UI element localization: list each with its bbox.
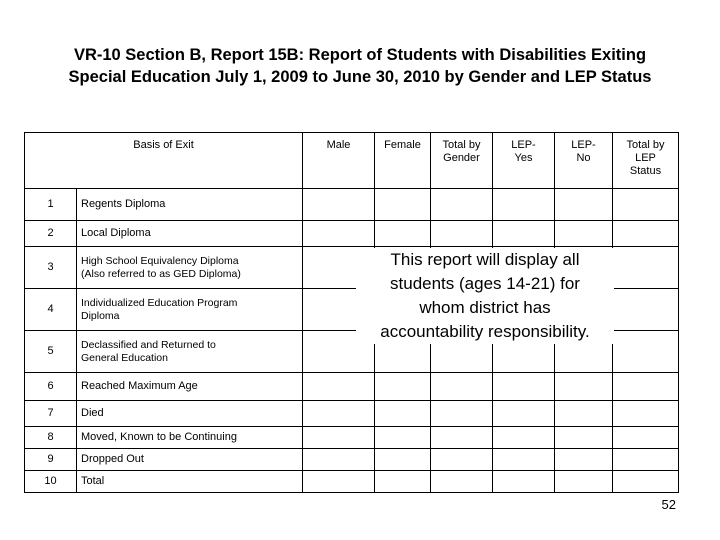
male-cell <box>303 373 375 401</box>
row-label: Individualized Education Program Diploma <box>77 289 303 331</box>
note-line-2: students (ages 14-21) for <box>390 274 580 293</box>
table-row <box>25 189 679 221</box>
table-row <box>25 449 679 471</box>
male-cell <box>303 449 375 471</box>
lep-yes-cell <box>493 401 555 427</box>
row-number: 6 <box>25 373 77 401</box>
total-gender-cell <box>431 221 493 247</box>
header-female: Female <box>375 133 431 189</box>
lep-yes-cell <box>493 449 555 471</box>
row-label: Dropped Out <box>77 449 303 471</box>
page-number: 52 <box>661 497 676 512</box>
lep-no-cell <box>555 449 613 471</box>
total-lep-cell <box>613 247 679 289</box>
row-label: High School Equivalency Diploma (Also referred to as GED Diploma) <box>77 247 303 289</box>
lep-no-cell <box>555 373 613 401</box>
row-number: 8 <box>25 427 77 449</box>
report-title <box>20 44 700 88</box>
lep-yes-cell <box>493 427 555 449</box>
total-gender-cell <box>431 449 493 471</box>
row-number: 3 <box>25 247 77 289</box>
male-cell <box>303 427 375 449</box>
male-cell <box>303 401 375 427</box>
row-label: Reached Maximum Age <box>77 373 303 401</box>
table-row <box>25 401 679 427</box>
lep-yes-cell <box>493 471 555 493</box>
total-lep-cell <box>613 221 679 247</box>
total-gender-cell <box>431 373 493 401</box>
female-cell <box>375 427 431 449</box>
male-cell <box>303 471 375 493</box>
row-number: 4 <box>25 289 77 331</box>
table-row <box>25 373 679 401</box>
row-label: Died <box>77 401 303 427</box>
female-cell <box>375 373 431 401</box>
lep-yes-cell <box>493 373 555 401</box>
report-scope-note <box>356 248 614 344</box>
total-lep-cell <box>613 471 679 493</box>
note-line-1: This report will display all <box>390 250 580 269</box>
row-number: 2 <box>25 221 77 247</box>
total-lep-cell <box>613 427 679 449</box>
header-row <box>25 133 679 189</box>
table-row <box>25 471 679 493</box>
female-cell <box>375 221 431 247</box>
male-cell <box>303 189 375 221</box>
header-basis-of-exit: Basis of Exit <box>25 133 303 189</box>
row-label: Regents Diploma <box>77 189 303 221</box>
header-lep-no: LEP- No <box>555 133 613 189</box>
table-row <box>25 427 679 449</box>
row-number: 1 <box>25 189 77 221</box>
lep-yes-cell <box>493 221 555 247</box>
lep-no-cell <box>555 471 613 493</box>
total-lep-cell <box>613 449 679 471</box>
row-label: Local Diploma <box>77 221 303 247</box>
header-total-by-gender: Total by Gender <box>431 133 493 189</box>
row-label: Declassified and Returned to General Education <box>77 331 303 373</box>
row-label: Moved, Known to be Continuing <box>77 427 303 449</box>
table-row <box>25 221 679 247</box>
total-gender-cell <box>431 471 493 493</box>
note-line-3: whom district has <box>419 298 551 317</box>
row-label: Total <box>77 471 303 493</box>
lep-no-cell <box>555 401 613 427</box>
title-line-1: VR-10 Section B, Report 15B: Report of Students with Disabilities Exiting <box>73 46 647 64</box>
female-cell <box>375 189 431 221</box>
total-lep-cell <box>613 289 679 331</box>
row-number: 10 <box>25 471 77 493</box>
total-gender-cell <box>431 401 493 427</box>
row-number: 5 <box>25 331 77 373</box>
female-cell <box>375 449 431 471</box>
total-lep-cell <box>613 189 679 221</box>
lep-no-cell <box>555 189 613 221</box>
female-cell <box>375 401 431 427</box>
note-line-4: accountability responsibility. <box>380 322 590 341</box>
row-number: 9 <box>25 449 77 471</box>
male-cell <box>303 221 375 247</box>
total-lep-cell <box>613 331 679 373</box>
female-cell <box>375 471 431 493</box>
row-number: 7 <box>25 401 77 427</box>
total-lep-cell <box>613 401 679 427</box>
header-male: Male <box>303 133 375 189</box>
total-gender-cell <box>431 189 493 221</box>
title-line-2: Special Education July 1, 2009 to June 30, 2010 by Gender and LEP Status <box>68 68 652 86</box>
lep-yes-cell <box>493 189 555 221</box>
total-gender-cell <box>431 427 493 449</box>
header-total-by-lep-status: Total by LEP Status <box>613 133 679 189</box>
total-lep-cell <box>613 373 679 401</box>
lep-no-cell <box>555 427 613 449</box>
lep-no-cell <box>555 221 613 247</box>
header-lep-yes: LEP- Yes <box>493 133 555 189</box>
